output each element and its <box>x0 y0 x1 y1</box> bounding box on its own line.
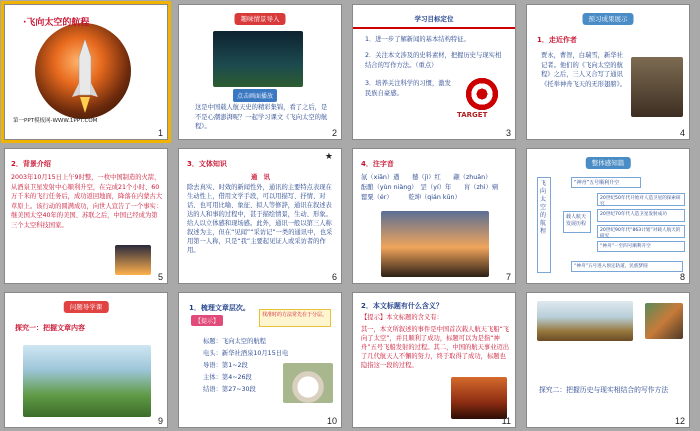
forest-photo <box>645 303 683 339</box>
goal-item-1: 1．进一步了解新闻的基本结构特征。 <box>365 36 470 43</box>
slide-thumbnail-4[interactable] <box>526 4 690 140</box>
section-heading: 2．背景介绍 <box>11 160 51 168</box>
slide-number: 1 <box>157 128 163 138</box>
slide-thumbnail-11[interactable] <box>352 292 516 428</box>
star-icon: ★ <box>324 152 333 162</box>
slide-number: 3 <box>505 128 511 138</box>
slide-thumbnail-12[interactable] <box>526 292 690 428</box>
node-1970s: 20世纪70年代人造卫星发射成功 <box>597 209 685 222</box>
target-icon <box>463 75 501 113</box>
slide-number: 10 <box>326 416 337 426</box>
slide-number: 6 <box>331 272 337 282</box>
slide-body: 贾永，曹智，白瑞雪，新华社记者。他们的《飞向太空的航程》之后，三人又合写了通讯《托举神舟飞天的无形翅膀》。 <box>541 52 627 88</box>
slide-thumbnail-10[interactable] <box>178 292 342 428</box>
slide-thumbnail-7[interactable] <box>352 148 516 284</box>
goal-item-3: 3．培养关注科学的习惯，激发民族自豪感。 <box>365 80 451 97</box>
pinyin-line-2: 酝酿（yùn niàng） 罡（yí）年 肓（zhì）剜 <box>361 184 499 191</box>
author-photo <box>631 57 683 117</box>
section-heading: 1．梳理文章层次。 <box>189 304 250 312</box>
pinyin-line-3: 罂粟（ér） 乾坤（qián kūn） <box>361 194 461 201</box>
landscape-photo <box>537 301 633 341</box>
structure-body: 主体：第4~26段 <box>203 374 252 381</box>
slide-thumbnail-5[interactable] <box>4 148 168 284</box>
pinyin-line-1: 氙（xiān）遒 撼（jì）红 颛（zhuān） <box>361 174 492 181</box>
tip-bubble: 找准时的方法常先在于分层。 <box>259 309 331 327</box>
section-heading: 3．文体知识 <box>187 160 227 168</box>
slide-body: 其一，本文所叙述的事件是中国首次载人航天飞船“飞向了太空”，并且顺利了成功，标题可以为是指“神舟”五号飞船发射的过程。其二，中国的航天事业迈出了几代航天人不懈的努力，终于取得了成功，标题也隐指这一段的过程。 <box>361 326 510 369</box>
section-tag: 学习目标定位 <box>414 15 454 23</box>
section-heading: 探究一：把握文章内容 <box>15 324 85 332</box>
section-tag: 问题导学课 <box>64 301 109 313</box>
sunset-photo <box>381 211 489 277</box>
node-orbit: “神舟”五号进入预定轨道，民族梦圆 <box>571 261 683 272</box>
node-1950s: 20世纪50年代开始对人造卫星的探索研究 <box>597 193 685 206</box>
section-heading: 4．注字音 <box>361 160 394 168</box>
structure-title: 标题：飞向太空的航程 <box>203 338 266 345</box>
slide-number: 8 <box>679 272 685 282</box>
slide-footer: 第一PPT模板网-WWW.1PPT.COM <box>13 118 98 124</box>
bicycle-photo <box>23 345 151 417</box>
launch-fire-photo <box>451 377 507 419</box>
slide-number: 11 <box>501 416 511 426</box>
puppy-photo <box>283 363 333 403</box>
node-history: 载人航天发展历程 <box>563 211 591 233</box>
launch-photo <box>213 31 303 87</box>
goal-item-2: 2．关注本文涉及的史料素材，把握历史与现实相结合的写作方法。（重点） <box>365 52 502 69</box>
slide-thumbnail-9[interactable] <box>4 292 168 428</box>
structure-ending: 结语：第27~30段 <box>203 386 256 393</box>
tip-line: 【提示】本文标题的含义有： <box>361 314 443 321</box>
slide-thumbnail-8[interactable] <box>526 148 690 284</box>
node-launch: “神舟”五号顺利升空 <box>571 177 641 188</box>
slide-thumbnail-2[interactable] <box>178 4 342 140</box>
node-1990s: 20世纪90年代“863计划”对载人航天的研究 <box>597 225 685 238</box>
play-caption[interactable]: 点击画面播放 <box>233 89 277 102</box>
slide-number: 9 <box>157 416 163 426</box>
launch-thumb <box>115 245 151 275</box>
section-tag: 预习成果展示 <box>583 13 634 25</box>
section-heading: 探究二：把握历史与现实相结合的写作方法 <box>539 386 669 394</box>
slide-body: 这是中国载人航天史的精彩集锦，看了之后，是不是心潮澎湃呢？一起学习课文《飞向太空的航程》。 <box>195 104 328 131</box>
structure-dateline: 电头：新华社酒泉10月15日电 <box>203 350 289 357</box>
slide-number: 7 <box>505 272 511 282</box>
slide-number: 2 <box>331 128 337 138</box>
root-node: 飞向太空的航程 <box>537 177 551 273</box>
slide-thumbnail-1[interactable] <box>4 4 168 140</box>
structure-lead: 导语：第1~2段 <box>203 362 248 369</box>
section-tag: 整体感知篇 <box>586 157 631 169</box>
slide-title: ·飞向太空的航程 <box>23 18 90 28</box>
slide-number: 12 <box>674 416 685 426</box>
section-heading: 2．本文标题有什么含义？ <box>361 302 443 310</box>
tip-label: 【提示】 <box>191 315 223 326</box>
rocket-icon <box>60 35 110 115</box>
subheading: 通 讯 <box>251 174 270 181</box>
slide-number: 4 <box>679 128 685 138</box>
slide-number: 5 <box>157 272 163 282</box>
slide-thumbnail-6[interactable] <box>178 148 342 284</box>
slide-body: 2003年10月15日上午9时整，一枚中国制造的火箭，从酒泉卫星发射中心顺利升空，在完成21个小时、60万千米的飞行任务后，成功返回地面，降落在内蒙古大草原上。该行动的圆满成功，向世人宣告了一个事实：继美国太空40年的美国、苏联之后，中国已经成为第三个太空科技国家。 <box>11 174 163 229</box>
target-label: TARGET <box>457 111 488 119</box>
slide-thumbnail-3[interactable] <box>352 4 516 140</box>
slide-body: 除去真实、时效的新闻性外，通讯的主要特点表现在生动性上，借用文学手段，可以用描写、抒情、对话、也可用比喻、象征、拟人等修辞，通讯在叙述表达的人和事的过程中，甚于描绘情景，生动、形象。给人以立体感和现场感。此外，通讯一般以第三人称叙述为主，但在“见闻”“采访记”一类的通讯中，也采用第一人称，只是“我”主要起见证人或采访者的作用。 <box>187 184 333 254</box>
divider <box>353 27 515 29</box>
node-shenzhou-1-4: “神舟”一至四号顺利升空 <box>597 241 685 252</box>
section-heading: 1．走近作者 <box>537 36 577 44</box>
section-tag: 趣味情景导入 <box>235 13 286 25</box>
